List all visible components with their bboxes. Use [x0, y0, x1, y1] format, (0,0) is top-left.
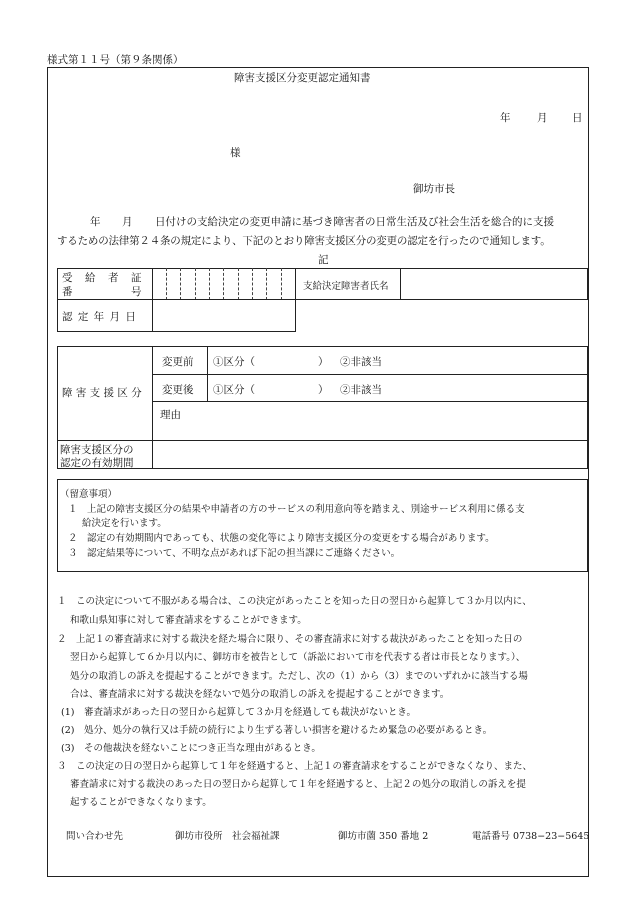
before-close-paren: ） [318, 356, 329, 368]
appeal-sub-1: (1) 審査請求があった日の翌日から起算して３か月を経過しても裁決がないとき。 [61, 707, 416, 718]
reason-label: 理由 [160, 409, 181, 421]
notes-heading: （留意事項） [60, 489, 118, 500]
notice-frame [47, 67, 589, 877]
after-class-option: ①区分（ [213, 384, 255, 396]
name-label: 支給決定障害者氏名 [303, 281, 389, 292]
validity-label-1: 障害支援区分の [60, 444, 134, 456]
ki: 記 [318, 254, 329, 266]
document-title: 障害支援区分変更認定通知書 [234, 72, 371, 84]
after-na-option: ②非該当 [340, 384, 382, 396]
date-month: 月 [537, 112, 548, 124]
appeal-3-line-3: 起することができなくなります。 [70, 797, 212, 808]
date-day: 日 [572, 112, 583, 124]
date-label: 認 定 年 月 日 [62, 311, 137, 323]
date-year: 年 [500, 112, 511, 124]
contact-address: 御坊市薗 350 番地 2 [338, 831, 429, 842]
body-month: 月 [122, 216, 133, 228]
contact-office: 御坊市役所 社会福祉課 [175, 831, 280, 842]
after-close-paren: ） [318, 384, 329, 396]
validity-label-2: 認定の有効期間 [60, 457, 134, 469]
appeal-sub-2: (2) 処分、処分の執行又は手続の続行により生ずる著しい損害を避けるため緊急の必要があるとき。 [61, 725, 493, 736]
appeal-2-line-1: ２ 上記１の審査請求に対する裁決を経た場合に限り、その審査請求に対する裁決があったことを知った日の [57, 634, 523, 645]
appeal-1-line-1: １ この決定について不服がある場合は、この決定があったことを知った日の翌日から起算して３か月以内に、 [57, 596, 532, 607]
form-number: 様式第１１号（第９条関係） [47, 54, 184, 66]
body-line-2: するための法律第２４条の規定により、下記のとおり障害支援区分の変更の認定を行ったので通知します。 [57, 235, 551, 247]
notes-item-1-line-1: １ 上記の障害支援区分の結果や申請者の方のサービスの利用意向等を踏まえ、別途サービス利用に係る支 [68, 504, 525, 515]
appeal-2-line-3: 処分の取消しの訴えを提起することができます。ただし、次の（1）から（3）までのいずれかに該当する場 [70, 671, 528, 682]
before-na-option: ②非該当 [340, 356, 382, 368]
before-class-option: ①区分（ [213, 356, 255, 368]
notes-item-3: ３ 認定結果等について、不明な点があれば下記の担当課にご連絡ください。 [68, 548, 401, 559]
support-class-label: 障 害 支 援 区 分 [62, 387, 142, 399]
recipient-number-label-1: 受 給 者 証 [62, 272, 143, 284]
appeal-1-line-2: 和歌山県知事に対して審査請求をすることができます。 [70, 615, 307, 626]
before-label: 変更前 [162, 356, 194, 368]
appeal-3-line-2: 審査請求に対する裁決のあった日の翌日から起算して１年を経過すると、上記２の処分の取消しの訴えを提 [70, 779, 526, 790]
notes-item-2: ２ 認定の有効期間内であっても、状態の変化等により障害支援区分の変更をする場合があります。 [68, 533, 495, 544]
appeal-2-line-4: 合は、審査請求に対する裁決を経ないで処分の取消しの訴えを提起することができます。 [70, 689, 450, 700]
after-label: 変更後 [162, 384, 194, 396]
contact-phone: 電話番号 0738−23−5645 [472, 831, 590, 842]
notes-item-1-line-2: 給決定を行います。 [82, 518, 167, 529]
recipient-number-label-2: 番 号 [62, 286, 143, 298]
body-year: 年 [90, 216, 101, 228]
body-line-1: 日付けの支給決定の変更申請に基づき障害者の日常生活及び社会生活を総合的に支援 [155, 216, 554, 228]
contact-label: 問い合わせ先 [66, 831, 124, 842]
issuer: 御坊市長 [413, 183, 455, 195]
appeal-sub-3: (3) その他裁決を経ないことにつき正当な理由があるとき。 [61, 743, 321, 754]
addressee-suffix: 様 [230, 147, 241, 159]
appeal-2-line-2: 翌日から起算して６か月以内に、御坊市を被告として（訴訟において市を代表する者は市長となります。）、 [70, 652, 526, 663]
appeal-3-line-1: ３ この決定の日の翌日から起算して１年を経過すると、上記１の審査請求をすることができなくなり、また、 [57, 761, 533, 772]
